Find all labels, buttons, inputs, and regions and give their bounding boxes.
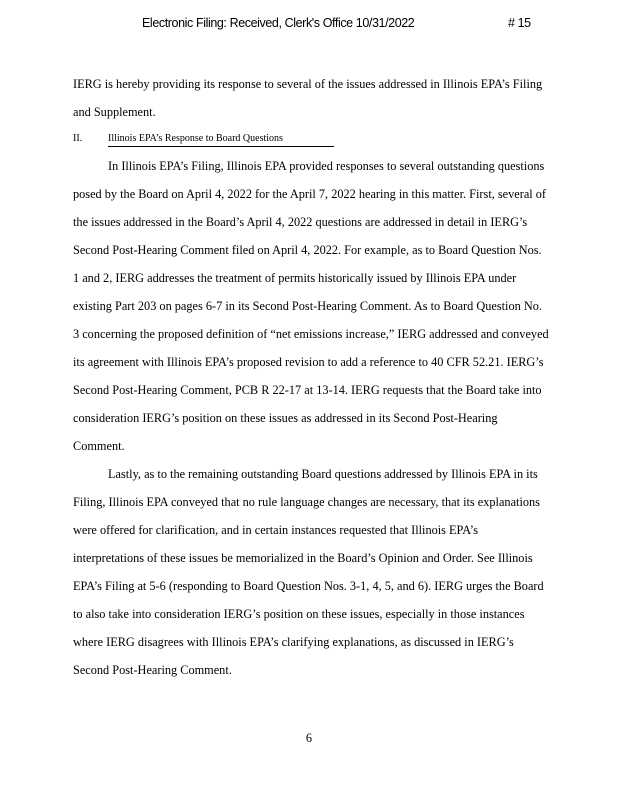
body-line: EPA’s Filing at 5-6 (responding to Board Question Nos. 3-1, 4, 5, and 6). IERG urges the Board xyxy=(73,579,544,593)
body-line: its agreement with Illinois EPA’s proposed revision to add a reference to 40 CFR 52.21. IERG’s xyxy=(73,355,544,369)
filing-stamp: Electronic Filing: Received, Clerk's Office 10/31/2022 xyxy=(142,16,415,30)
section-number: II. xyxy=(73,133,83,144)
body-line: Second Post-Hearing Comment, PCB R 22-17 at 13-14. IERG requests that the Board take into xyxy=(73,383,542,397)
body-line: interpretations of these issues be memorialized in the Board’s Opinion and Order. See Illinois xyxy=(73,551,533,565)
body-line: to also take into consideration IERG’s position on these issues, especially in those instances xyxy=(73,607,525,621)
body-line: 1 and 2, IERG addresses the treatment of permits historically issued by Illinois EPA under xyxy=(73,271,517,285)
body-line: In Illinois EPA’s Filing, Illinois EPA provided responses to several outstanding questions xyxy=(108,159,545,173)
body-line: Filing, Illinois EPA conveyed that no rule language changes are necessary, that its explanations xyxy=(73,495,540,509)
filing-header xyxy=(0,16,618,36)
body-line: Second Post-Hearing Comment filed on April 4, 2022. For example, as to Board Question Nos. xyxy=(73,243,542,257)
body-line: posed by the Board on April 4, 2022 for the April 7, 2022 hearing in this matter. First, several of xyxy=(73,187,547,201)
body-line: and Supplement. xyxy=(73,105,156,119)
page-number: 6 xyxy=(305,731,313,745)
body-line: Second Post-Hearing Comment. xyxy=(73,663,232,677)
body-line: Comment. xyxy=(73,439,125,453)
document-number: # 15 xyxy=(508,16,531,30)
document-body xyxy=(73,70,548,684)
section-heading xyxy=(73,126,548,152)
body-line: were offered for clarification, and in certain instances requested that Illinois EPA’s xyxy=(73,523,478,537)
body-line: IERG is hereby providing its response to several of the issues addressed in Illinois EPA’s Filing xyxy=(73,77,543,91)
body-line: consideration IERG’s position on these issues as addressed in its Second Post-Hearing xyxy=(73,411,498,425)
body-line: existing Part 203 on pages 6-7 in its Second Post-Hearing Comment. As to Board Question No. xyxy=(73,299,542,313)
body-line: Lastly, as to the remaining outstanding Board questions addressed by Illinois EPA in its xyxy=(108,467,538,481)
body-line: the issues addressed in the Board’s April 4, 2022 questions are addressed in detail in IERG’s xyxy=(73,215,528,229)
body-line: 3 concerning the proposed definition of “net emissions increase,” IERG addressed and conveyed xyxy=(73,327,549,341)
body-line: where IERG disagrees with Illinois EPA’s clarifying explanations, as discussed in IERG’s xyxy=(73,635,514,649)
section-title: Illinois EPA’s Response to Board Questions xyxy=(108,132,334,147)
